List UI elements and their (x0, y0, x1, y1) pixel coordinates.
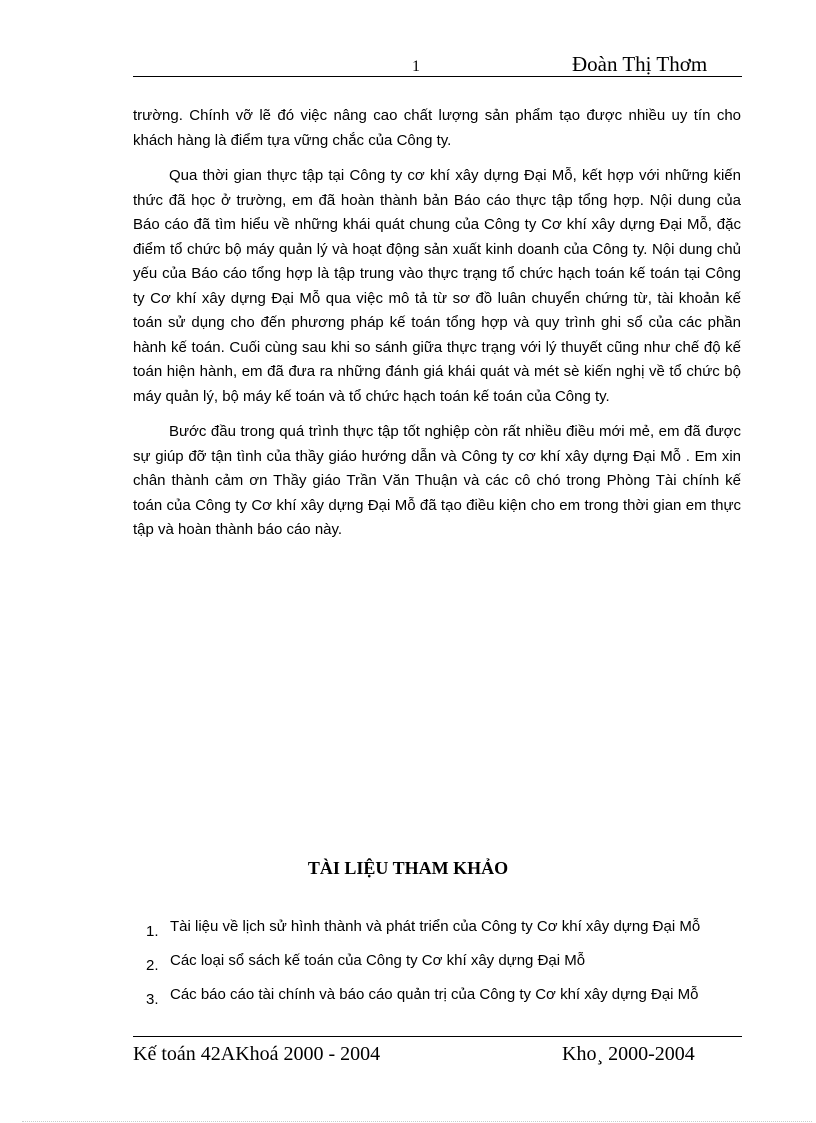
footer-rule (133, 1036, 742, 1037)
author-name: Đoàn Thị Thơm (572, 52, 708, 76)
reference-item (146, 986, 746, 1020)
reference-number: 2. (146, 957, 159, 974)
references-list (146, 918, 746, 1020)
paragraph: trường. Chính vỡ lẽ đó việc nâng cao chất lượng sản phẩm tạo được nhiều uy tín cho khách hàng là điểm tựa vững chắc của Công ty. (133, 107, 741, 149)
reference-item (146, 952, 746, 986)
reference-item (146, 918, 746, 952)
references-title: TÀI LIỆU THAM KHẢO (307, 858, 509, 878)
reference-number: 1. (146, 923, 159, 940)
body-text (133, 104, 741, 554)
paragraph: Bước đầu trong quá trình thực tập tốt nghiệp còn rất nhiều điều mới mẻ, em đã được sự giúp đỡ tận tình của thầy giáo hướng dẫn và Công ty cơ khí xây dựng Đại Mỗ . Em xin chân thành cảm ơn Thầy giáo Trần Văn Thuận và các cô chó trong Phòng Tài chính kế toán của Công ty Cơ khí xây dựng Đại Mỗ đã tạo điều kiện cho em trong thời gian em thực tập và hoàn thành báo cáo này. (133, 423, 741, 538)
footer-year: Kho¸ 2000-2004 (562, 1043, 695, 1065)
page-edge (22, 1121, 812, 1122)
reference-text: Tài liệu về lịch sử hình thành và phát triển của Công ty Cơ khí xây dựng Đại Mỗ (170, 918, 701, 935)
reference-text: Các báo cáo tài chính và báo cáo quản trị của Công ty Cơ khí xây dựng Đại Mỗ (170, 986, 699, 1003)
footer-course: Kế toán 42AKhoá 2000 - 2004 (133, 1043, 381, 1065)
page-number: 1 (412, 58, 420, 75)
reference-number: 3. (146, 991, 159, 1008)
paragraph: Qua thời gian thực tập tại Công ty cơ khí xây dựng Đại Mỗ, kết hợp với những kiến thức đã học ở trường, em đã hoàn thành bản Báo cáo thực tập tổng hợp. Nội dung của Báo cáo đã tìm hiểu về những khái quát chung của Công ty Cơ khí xây dựng Đại Mỗ, đặc điểm tổ chức bộ máy quản lý và hoạt động sản xuất kinh doanh của Công ty. Nội dung chủ yếu của Báo cáo tổng hợp là tập trung vào thực trạng tổ chức hạch toán kế toán tại Công ty Cơ khí xây dựng Đại Mỗ qua việc mô tả từ sơ đồ luân chuyển chứng từ, tài khoản kế toán sử dụng cho đến phương pháp kế toán tổng hợp và quy trình ghi sổ của các phần hành kế toán. Cuối cùng sau khi so sánh giữa thực trạng với lý thuyết cũng như chế độ kế toán hiện hành, em đã đưa ra những đánh giá khái quát và mét sè kiến nghị về tổ chức bộ máy quản lý, bộ máy kế toán và tổ chức hạch toán kế toán của Công ty. (133, 167, 741, 405)
reference-text: Các loại sổ sách kế toán của Công ty Cơ khí xây dựng Đại Mỗ (170, 952, 586, 969)
